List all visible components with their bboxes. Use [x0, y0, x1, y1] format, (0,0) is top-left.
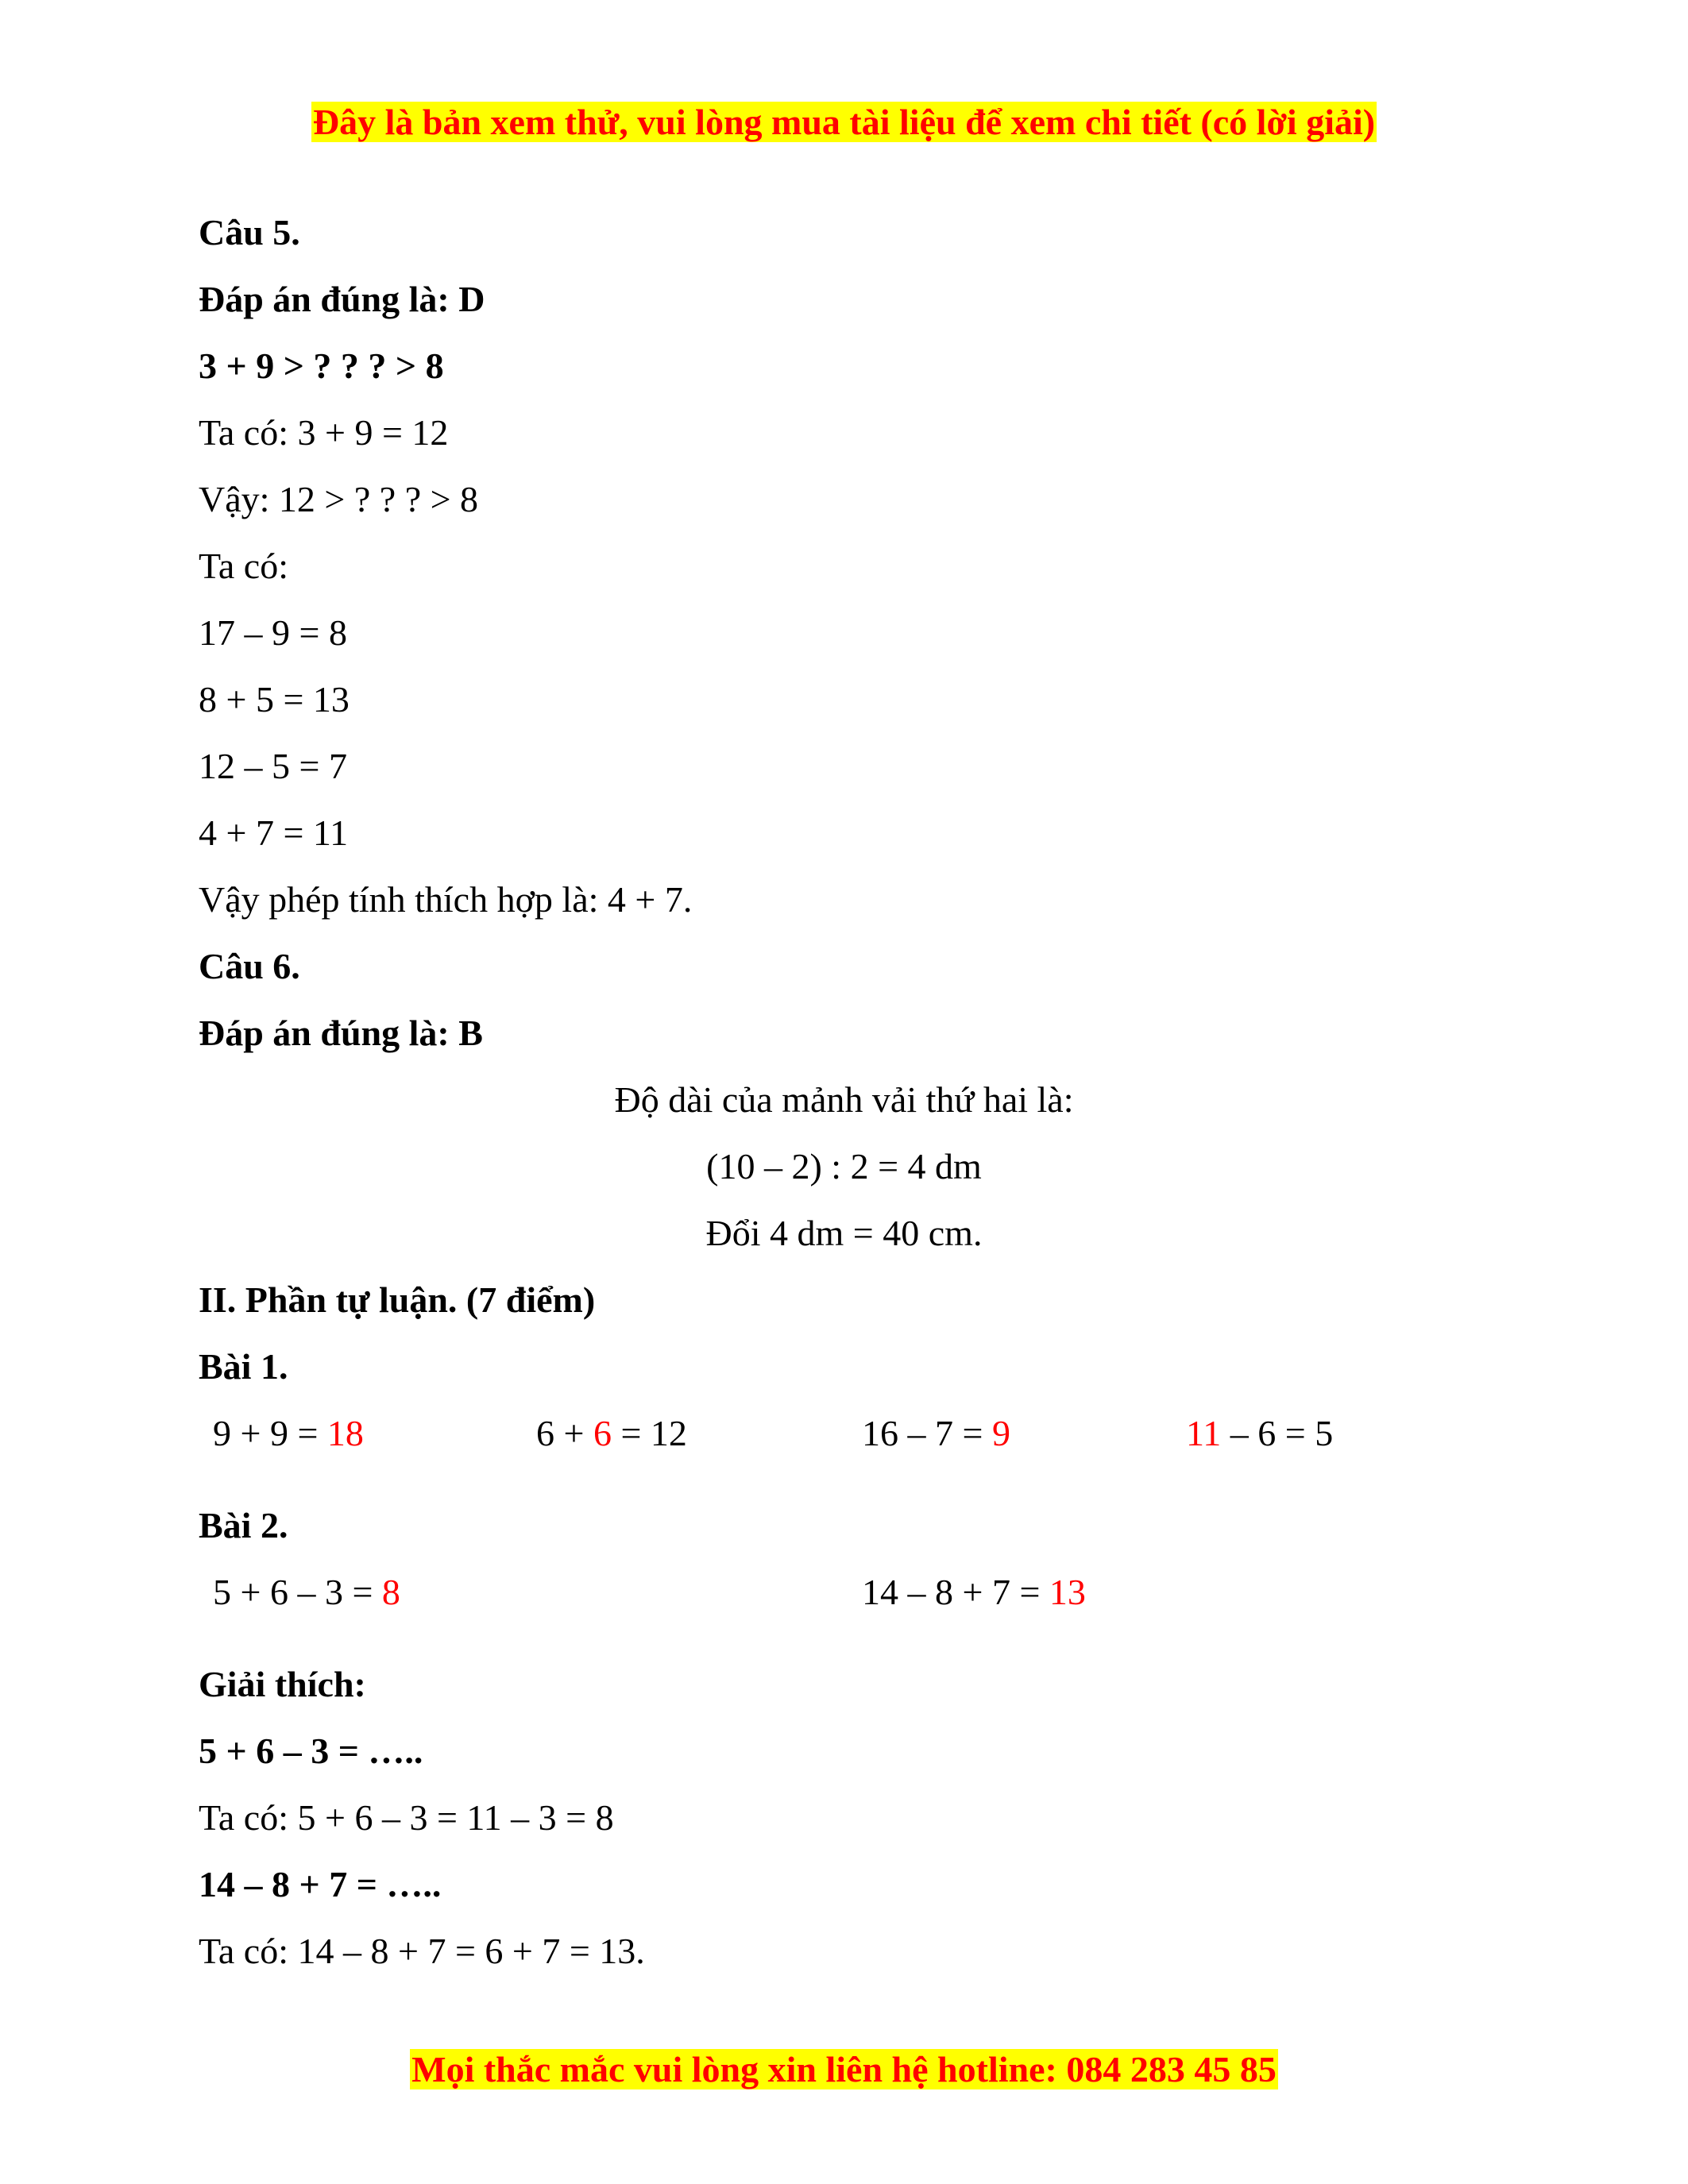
cau5-line: 12 – 5 = 7 — [199, 746, 347, 786]
bai1-eq1: 9 + 9 = 18 — [213, 1413, 364, 1453]
cau6-line: (10 – 2) : 2 = 4 dm — [706, 1146, 982, 1187]
cau5-answer: Đáp án đúng là: D — [199, 279, 485, 319]
answer-value: 9 — [991, 1413, 1010, 1453]
document-body — [199, 199, 1489, 1985]
cau5-line: Ta có: — [199, 546, 289, 586]
part2-title: II. Phần tự luận. (7 điểm) — [199, 1279, 596, 1320]
spacer — [199, 1467, 1489, 1492]
bai2-title: Bài 2. — [199, 1505, 288, 1545]
cau5-line: 4 + 7 = 11 — [199, 812, 349, 853]
cau5-line: 17 – 9 = 8 — [199, 612, 347, 653]
giai-thich-title: Giải thích: — [199, 1664, 366, 1704]
bai2-eq2: 14 – 8 + 7 = 13 — [862, 1572, 1086, 1612]
bai2-equations — [199, 1559, 1489, 1626]
answer-value: 6 — [593, 1413, 612, 1453]
cau5-conclusion: Vậy phép tính thích hợp là: 4 + 7. — [199, 879, 693, 920]
answer-value: 8 — [381, 1572, 400, 1612]
cau6-line: Đổi 4 dm = 40 cm. — [705, 1213, 983, 1253]
preview-notice-text: Đây là bản xem thử, vui lòng mua tài liệu để xem chi tiết (có lời giải) — [312, 102, 1376, 142]
bai1-eq2: 6 + 6 = 12 — [536, 1413, 687, 1453]
cau5-line: Vậy: 12 > ? ? ? > 8 — [199, 479, 479, 519]
bai1-equations — [199, 1400, 1489, 1467]
cau5-line: 8 + 5 = 13 — [199, 679, 350, 720]
cau5-problem: 3 + 9 > ? ? ? > 8 — [199, 345, 444, 386]
answer-value: 18 — [326, 1413, 364, 1453]
bai1-title: Bài 1. — [199, 1346, 288, 1387]
spacer — [199, 1626, 1489, 1651]
cau6-title: Câu 6. — [199, 946, 300, 986]
giai-thich-q1: 5 + 6 – 3 = ….. — [199, 1731, 423, 1771]
hotline-text: Mọi thắc mắc vui lòng xin liên hệ hotline: 084 283 45 85 — [411, 2049, 1277, 2089]
cau5-line: Ta có: 3 + 9 = 12 — [199, 412, 449, 453]
hotline-banner — [0, 2047, 1688, 2092]
answer-value: 13 — [1049, 1572, 1086, 1612]
answer-value: 11 — [1186, 1413, 1222, 1453]
bai1-eq3: 16 – 7 = 9 — [862, 1413, 1010, 1453]
preview-notice-banner — [0, 100, 1688, 145]
giai-thich-a1: Ta có: 5 + 6 – 3 = 11 – 3 = 8 — [199, 1797, 614, 1838]
bai1-eq4: 11 – 6 = 5 — [1186, 1413, 1334, 1453]
giai-thich-q2: 14 – 8 + 7 = ….. — [199, 1864, 442, 1904]
cau6-answer: Đáp án đúng là: B — [199, 1013, 483, 1053]
cau6-line: Độ dài của mảnh vải thứ hai là: — [614, 1079, 1074, 1120]
bai2-eq1: 5 + 6 – 3 = 8 — [213, 1572, 400, 1612]
giai-thich-a2: Ta có: 14 – 8 + 7 = 6 + 7 = 13. — [199, 1931, 645, 1971]
cau5-title: Câu 5. — [199, 212, 300, 253]
